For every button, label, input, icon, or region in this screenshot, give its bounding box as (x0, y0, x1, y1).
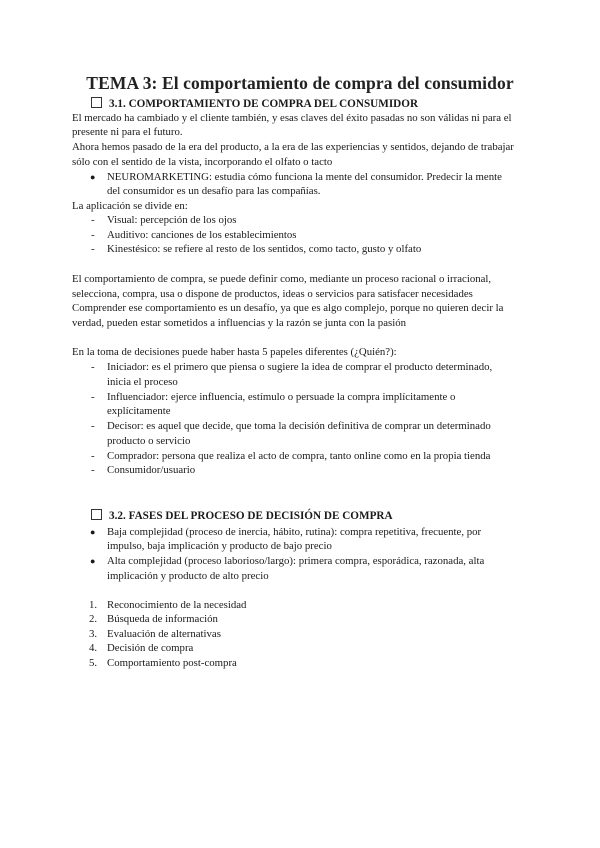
paragraph-line: Comprender ese comportamiento es un desafío, ya que es algo complejo, porque no quieren decir la (72, 302, 504, 314)
step-number: 2. (89, 613, 98, 625)
paragraph-line: La aplicación se divide en: (72, 200, 188, 212)
step-item: Comportamiento post-compra (107, 657, 237, 669)
step-item: Reconocimiento de la necesidad (107, 599, 247, 611)
paragraph-line: selecciona, compra, usa o dispone de productos, ideas o servicios para satisfacer necesidades (72, 288, 473, 300)
section-heading-3-2 (91, 509, 393, 522)
paragraph-line: El comportamiento de compra, se puede definir como, mediante un proceso racional o irracional, (72, 273, 492, 285)
list-item-continuation: implicación y producto de alto precio (107, 570, 269, 582)
list-item-continuation: impulso, baja implicación y producto de bajo precio (107, 540, 332, 552)
bullet-icon: ● (90, 527, 96, 537)
list-item: Auditivo: canciones de los establecimientos (107, 229, 297, 241)
paragraph-line: Ahora hemos pasado de la era del producto, a la era de las experiencias y sentidos, dejando de trabajar (72, 141, 514, 153)
section-heading-text: 3.1. COMPORTAMIENTO DE COMPRA DEL CONSUMIDOR (109, 98, 419, 110)
list-item: Visual: percepción de los ojos (107, 214, 237, 226)
list-item: Comprador: persona que realiza el acto de compra, tanto online como en la propia tienda (107, 450, 491, 462)
paragraph-line: En la toma de decisiones puede haber hasta 5 papeles diferentes (¿Quién?): (72, 346, 397, 358)
list-item: Baja complejidad (proceso de inercia, hábito, rutina): compra repetitiva, frecuente, por (107, 526, 482, 538)
checkbox-icon[interactable] (91, 509, 102, 520)
dash-icon: - (91, 420, 95, 432)
list-item-continuation: inicia el proceso (107, 376, 178, 388)
list-item: NEUROMARKETING: estudia cómo funciona la mente del consumidor. Predecir la mente (107, 171, 502, 183)
list-item: Consumidor/usuario (107, 464, 196, 476)
step-item: Búsqueda de información (107, 613, 218, 625)
section-heading-text: 3.2. FASES DEL PROCESO DE DECISIÓN DE COMPRA (109, 510, 393, 522)
dash-icon: - (91, 229, 95, 241)
dash-icon: - (91, 391, 95, 403)
list-item: Influenciador: ejerce influencia, estímulo o persuade la compra implícitamente o (107, 391, 456, 403)
step-number: 5. (89, 657, 98, 669)
dash-icon: - (91, 450, 95, 462)
paragraph-line: verdad, pueden estar sometidos a influencias y la razón se junta con la pasión (72, 317, 406, 329)
list-item: Kinestésico: se refiere al resto de los sentidos, como tacto, gusto y olfato (107, 243, 422, 255)
dash-icon: - (91, 464, 95, 476)
list-item: Alta complejidad (proceso laborioso/largo): primera compra, esporádica, razonada, alta (107, 555, 485, 567)
dash-icon: - (91, 214, 95, 226)
list-item: Iniciador: es el primero que piensa o sugiere la idea de comprar el producto determinado, (107, 361, 493, 373)
paragraph-line: presente ni para el futuro. (72, 126, 183, 138)
bullet-icon: ● (90, 556, 96, 566)
bullet-icon: ● (90, 172, 96, 182)
page-title: TEMA 3: El comportamiento de compra del consumidor (86, 73, 514, 93)
paragraph-line: El mercado ha cambiado y el cliente también, y esas claves del éxito pasadas no son válidas ni para el (72, 112, 512, 124)
list-item: Decisor: es aquel que decide, que toma la decisión definitiva de comprar un determinado (107, 420, 491, 432)
dash-icon: - (91, 361, 95, 373)
step-number: 3. (89, 628, 98, 640)
dash-icon: - (91, 243, 95, 255)
checkbox-icon[interactable] (91, 97, 102, 108)
step-number: 4. (89, 642, 98, 654)
list-item-continuation: producto o servicio (107, 435, 191, 447)
step-item: Evaluación de alternativas (107, 628, 221, 640)
list-item-continuation: del consumidor es un desafío para las compañías. (107, 185, 321, 197)
list-item-continuation: explícitamente (107, 405, 171, 417)
section-heading-3-1 (91, 97, 418, 110)
step-item: Decisión de compra (107, 642, 194, 654)
paragraph-line: sólo con el sentido de la vista, incorporando el olfato o tacto (72, 156, 333, 168)
step-number: 1. (89, 599, 98, 611)
